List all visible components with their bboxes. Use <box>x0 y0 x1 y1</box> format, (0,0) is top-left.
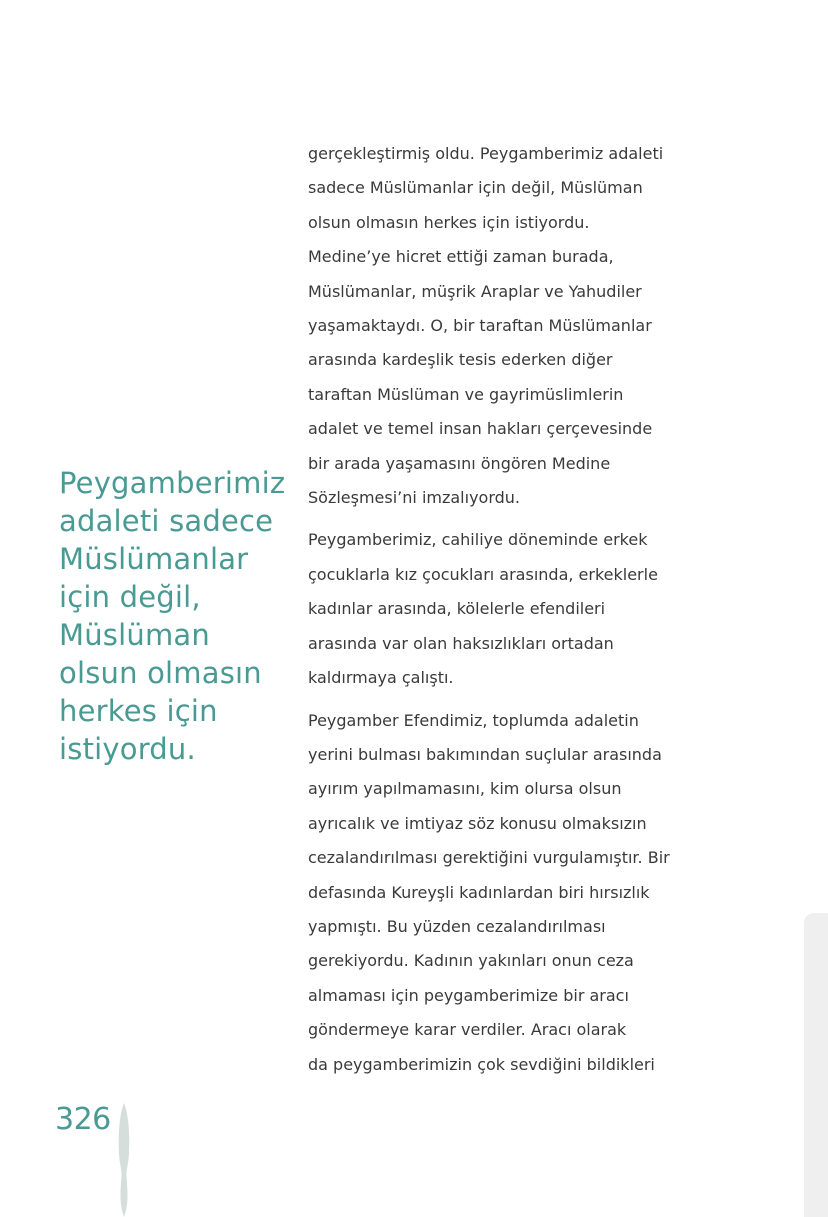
text-line: çocuklarla kız çocukları arasında, erkeklerle <box>308 564 658 584</box>
pull-quote-line: Peygamberimiz <box>59 466 286 500</box>
text-line: da peygamberimizin çok sevdiğini bildikleri <box>308 1054 655 1074</box>
page-ornament-icon <box>114 1103 134 1217</box>
pull-quote <box>59 464 284 768</box>
text-line: gerekiyordu. Kadının yakınları onun ceza <box>308 951 634 971</box>
pull-quote-line: olsun olmasın <box>59 656 262 690</box>
text-line: gerçekleştirmiş oldu. Peygamberimiz adaleti <box>308 144 664 163</box>
paragraph <box>308 523 708 695</box>
text-line: olsun olmasın herkes için istiyordu. <box>308 212 590 232</box>
pull-quote-line: herkes için <box>59 694 218 728</box>
text-line: bir arada yaşamasını öngören Medine <box>308 453 611 473</box>
text-line: taraftan Müslüman ve gayrimüslimlerin <box>308 384 624 404</box>
text-line: Peygamberimiz, cahiliye döneminde erkek <box>308 530 648 550</box>
text-line: yapmıştı. Bu yüzden cezalandırılması <box>308 916 606 936</box>
side-tab <box>804 913 828 1217</box>
text-line: adalet ve temel insan hakları çerçevesinde <box>308 419 653 439</box>
text-line: yerini bulması bakımından suçlular arasında <box>308 744 662 764</box>
text-line: ayrıcalık ve imtiyaz söz konusu olmaksızın <box>308 813 647 833</box>
text-line: kaldırmaya çalıştı. <box>308 668 454 688</box>
text-line: göndermeye karar verdiler. Aracı olarak <box>308 1020 627 1040</box>
pull-quote-line: istiyordu. <box>59 732 196 766</box>
paragraph <box>308 704 708 1082</box>
pull-quote-line: Müslümanlar <box>59 542 249 576</box>
text-line: yaşamaktaydı. O, bir taraftan Müslümanlar <box>308 316 652 336</box>
page-number: 326 <box>55 1102 111 1137</box>
text-line: almaması için peygamberimize bir aracı <box>308 985 629 1005</box>
pull-quote-line: adaleti sadece <box>59 504 274 538</box>
body-text <box>308 137 708 1090</box>
text-line: sadece Müslümanlar için değil, Müslüman <box>308 178 643 198</box>
paragraph <box>308 137 708 515</box>
pull-quote-line: Müslüman <box>59 618 210 652</box>
text-line: cezalandırılması gerektiğini vurgulamıştır. Bir <box>308 848 670 868</box>
text-line: defasında Kureyşli kadınlardan biri hırsızlık <box>308 882 650 902</box>
text-line: ayırım yapılmamasını, kim olursa olsun <box>308 779 622 799</box>
text-line: Medine’ye hicret ettiği zaman burada, <box>308 247 614 267</box>
text-line: Müslümanlar, müşrik Araplar ve Yahudiler <box>308 281 642 301</box>
text-line: kadınlar arasında, kölelerle efendileri <box>308 599 606 619</box>
pull-quote-line: için değil, <box>59 580 201 614</box>
text-line: Sözleşmesi’ni imzalıyordu. <box>308 488 520 508</box>
text-line: arasında kardeşlik tesis ederken diğer <box>308 350 613 370</box>
text-line: arasında var olan haksızlıkları ortadan <box>308 633 614 653</box>
text-line: Peygamber Efendimiz, toplumda adaletin <box>308 710 639 730</box>
